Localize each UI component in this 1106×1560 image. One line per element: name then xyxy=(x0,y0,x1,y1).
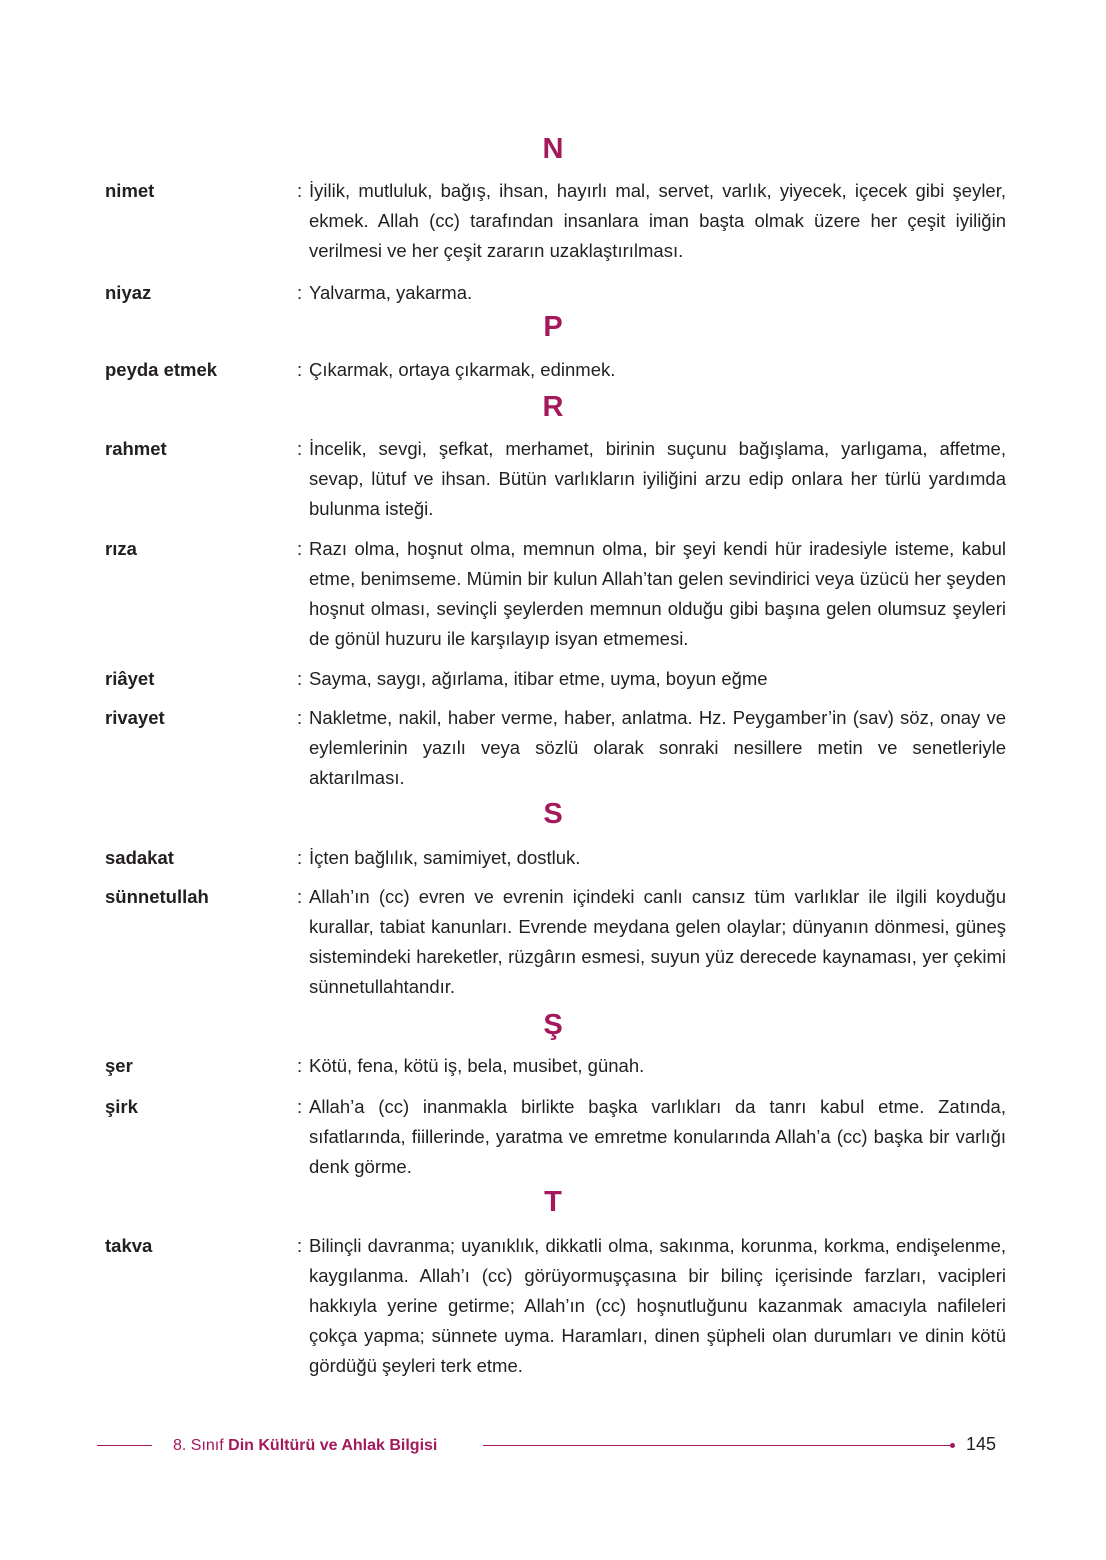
term-sirk: şirk xyxy=(105,1096,138,1117)
term-ser: şer xyxy=(105,1055,133,1076)
definition-sunnetullah: Allah’ın (cc) evren ve evrenin içindeki canlı cansız tüm varlıklar ile ilgili koyduğu kurallar, tabiat kanunları. Evrende meydana gelen olaylar; dünyanın dönmesi, güneş sistemindeki hareketler, rüzgârın esmesi, suyun yüz derecede kaynaması, yer çekimi sünnetullahtandır. xyxy=(309,886,1006,997)
section-letter-p: P xyxy=(543,311,563,343)
footer-course: Din Kültürü ve Ahlak Bilgisi xyxy=(228,1437,438,1454)
term-nimet: nimet xyxy=(105,180,155,201)
separator: : xyxy=(297,1235,303,1256)
separator: : xyxy=(297,359,303,380)
footer-dot xyxy=(950,1443,955,1448)
page-number: 145 xyxy=(966,1434,997,1454)
section-letter-s: S xyxy=(543,798,563,830)
separator: : xyxy=(297,438,303,459)
section-letter-r: R xyxy=(542,391,564,423)
section-letter-t: T xyxy=(544,1186,562,1218)
term-rivayet: rivayet xyxy=(105,707,165,728)
term-takva: takva xyxy=(105,1235,153,1256)
separator: : xyxy=(297,1096,303,1117)
term-riza: rıza xyxy=(105,538,137,559)
separator: : xyxy=(297,180,303,201)
term-peyda-etmek: peyda etmek xyxy=(105,359,218,380)
separator: : xyxy=(297,282,303,303)
term-sadakat: sadakat xyxy=(105,847,174,868)
definition-sirk: Allah’a (cc) inanmakla birlikte başka varlıkları da tanrı kabul etme. Zatında, sıfatlarında, fiillerinde, yaratma ve emretme konularında Allah’a (cc) başka bir varlığı denk görme. xyxy=(309,1096,1006,1177)
separator: : xyxy=(297,707,303,728)
footer-rule-left xyxy=(97,1445,152,1446)
footer-book-title xyxy=(173,1434,437,1458)
definition-nimet: İyilik, mutluluk, bağış, ihsan, hayırlı mal, servet, varlık, yiyecek, içecek gibi şeyler, ekmek. Allah (cc) tarafından insanlara iman başta olmak üzere her çeşit iyiliğin verilmesi ve her çeşit zararın uzaklaştırılması. xyxy=(309,180,1006,261)
term-rahmet: rahmet xyxy=(105,438,167,459)
separator: : xyxy=(297,1055,303,1076)
definition-rivayet: Nakletme, nakil, haber verme, haber, anlatma. Hz. Peygamber’in (sav) söz, onay ve eylemlerinin yazılı veya sözlü olarak sonraki nesillere metin ve senetleriyle aktarılması. xyxy=(309,707,1006,788)
section-letter-n: N xyxy=(542,133,564,165)
definition-niyaz: Yalvarma, yakarma. xyxy=(309,282,473,303)
footer-grade: 8. Sınıf xyxy=(173,1437,224,1454)
definition-takva: Bilinçli davranma; uyanıklık, dikkatli olma, sakınma, korunma, korkma, endişelenme, kaygılanma. Allah’ı (cc) görüyormuşçasına bir bilinç içerisinde farzları, vacipleri hakkıyla yerine getirme; Allah’ın (cc) hoşnutluğunu kazanmak amacıyla nafileleri çokça yapma; sünnete uyma. Haramları, dinen şüpheli olan durumları ve dinin kötü gördüğü şeyleri terk etme. xyxy=(309,1235,1006,1376)
term-sunnetullah: sünnetullah xyxy=(105,886,209,907)
definition-ser: Kötü, fena, kötü iş, bela, musibet, günah. xyxy=(309,1055,645,1076)
separator: : xyxy=(297,538,303,559)
definition-riza: Razı olma, hoşnut olma, memnun olma, bir şeyi kendi hür iradesiyle isteme, kabul etme, benimseme. Mümin bir kulun Allah’tan gelen sevindirici veya üzücü her şeyden hoşnut olması, sevinçli şeylerden memnun olduğu gibi başına gelen olumsuz şeyleri de gönül huzuru ile karşılayıp isyan etmemesi. xyxy=(309,538,1006,649)
footer-rule-right xyxy=(483,1445,951,1446)
definition-peyda-etmek: Çıkarmak, ortaya çıkarmak, edinmek. xyxy=(309,359,616,380)
term-niyaz: niyaz xyxy=(105,282,152,303)
separator: : xyxy=(297,847,303,868)
definition-sadakat: İçten bağlılık, samimiyet, dostluk. xyxy=(309,847,581,868)
definition-riayet: Sayma, saygı, ağırlama, itibar etme, uyma, boyun eğme xyxy=(309,668,768,689)
section-letter-sh: Ş xyxy=(543,1009,563,1041)
definition-rahmet: İncelik, sevgi, şefkat, merhamet, birinin suçunu bağışlama, yarlıgama, affetme, sevap, lütuf ve ihsan. Bütün varlıkların iyiliğini arzu edip onlara her türlü yardımda bulunma isteği. xyxy=(309,438,1006,519)
separator: : xyxy=(297,886,303,907)
term-riayet: riâyet xyxy=(105,668,155,689)
separator: : xyxy=(297,668,303,689)
